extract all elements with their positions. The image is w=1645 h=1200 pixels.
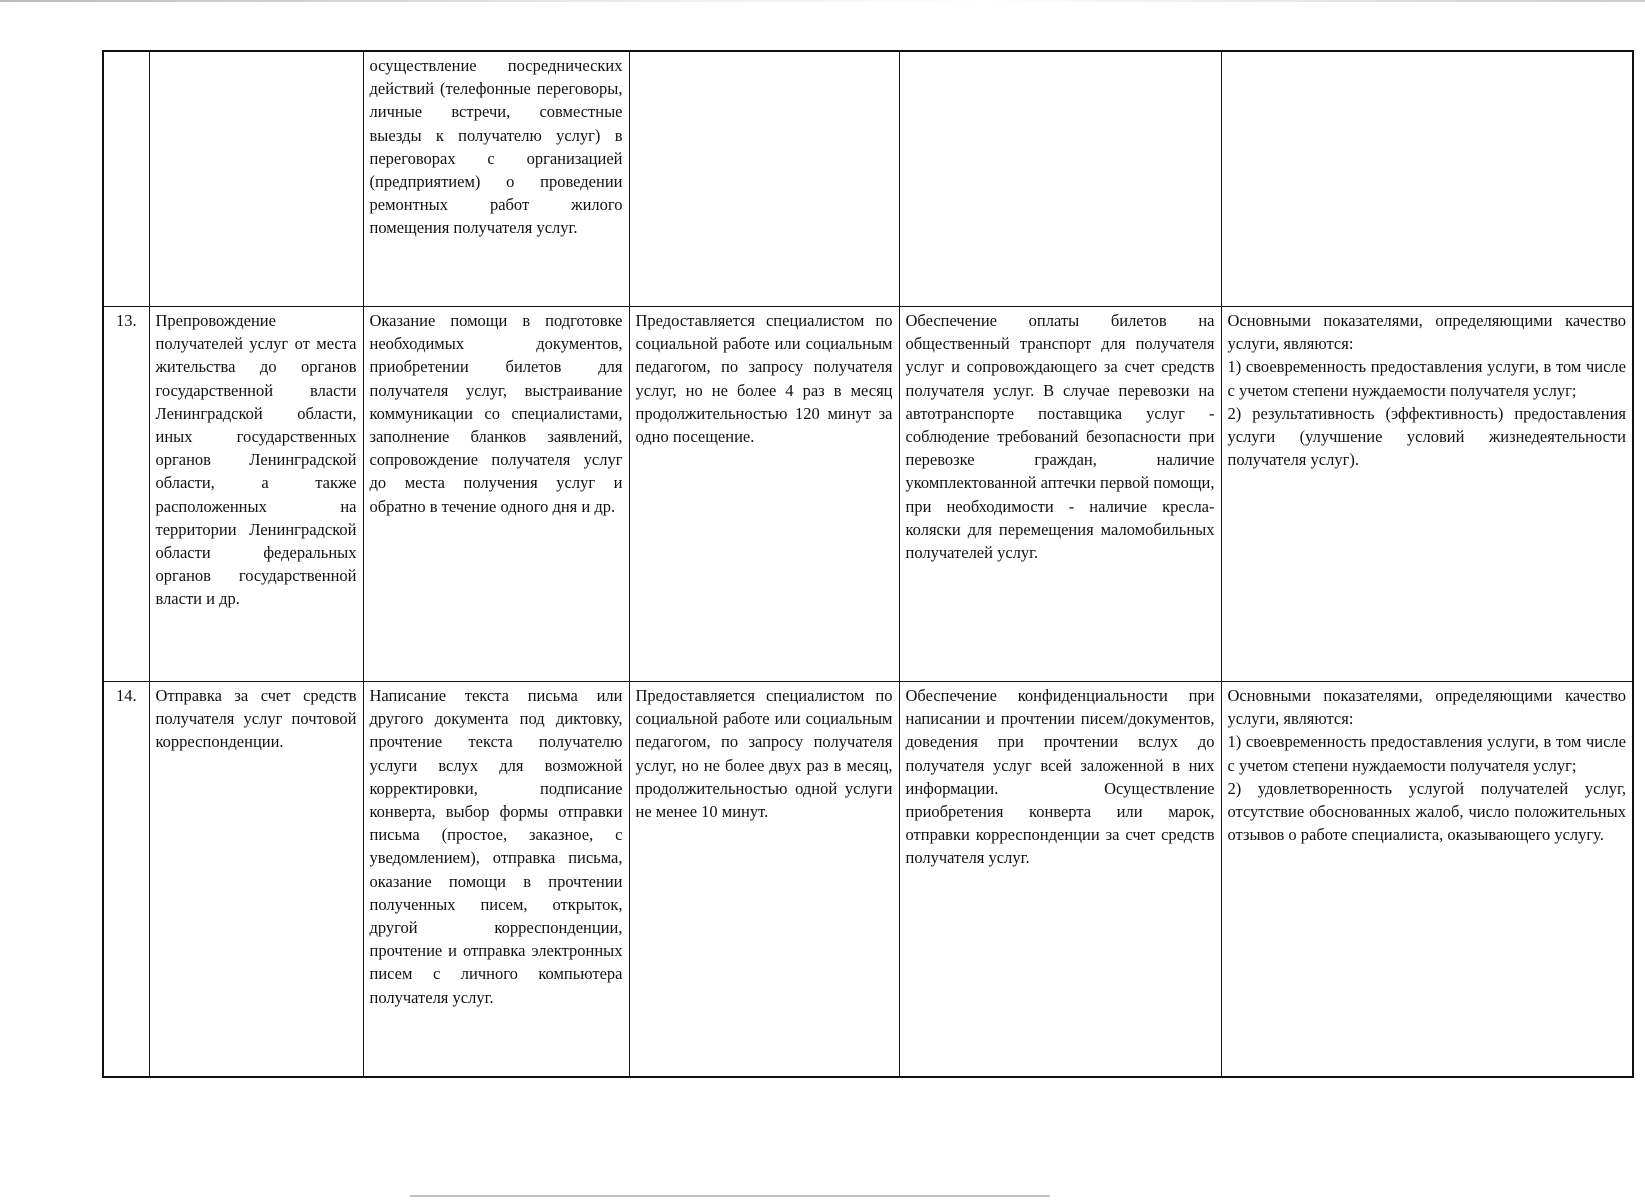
service-conditions-cell bbox=[899, 51, 1221, 307]
service-content-cell: Оказание помощи в подготовке необходимых документов, приобретении билетов для получателя услуг, выстраивание коммуникации со специалистами, заполнение бланков заявлений, сопровождение получателя услуг до места получения услуг и обратно в течение одного дня и др. bbox=[363, 307, 629, 682]
service-conditions-cell: Обеспечение оплаты билетов на общественный транспорт для получателя услуг и сопровождающего за счет средств получателя услуг. В случае перевозки на автотранспорте поставщика услуг - соблюдение требований безопасности при перевозке граждан, наличие укомплектованной аптечки первой помощи, при необходимости - наличие кресла-коляски для перемещения маломобильных получателей услуг. bbox=[899, 307, 1221, 682]
scan-artifact-line bbox=[410, 1195, 1050, 1197]
service-name-cell bbox=[149, 51, 363, 307]
table-row bbox=[103, 307, 1633, 682]
service-terms-cell: Предоставляется специалистом по социальной работе или социальным педагогом, по запросу получателя услуг, но не более 4 раз в месяц продолжительностью 120 минут за одно посещение. bbox=[629, 307, 899, 682]
quality-indicators-cell: Основными показателями, определяющими качество услуги, являются: 1) своевременность предоставления услуги, в том числе с учетом степени нуждаемости получателя услуг; 2) результативность (эффективность) предоставления услуги (улучшение условий жизнедеятельности получателя услуг). bbox=[1221, 307, 1633, 682]
service-content-cell: Написание текста письма или другого документа под диктовку, прочтение текста получателю услуги вслух для возможной корректировки, подписание конверта, выбор формы отправки письма (простое, заказное, с уведомлением), отправка письма, оказание помощи в прочтении полученных писем, открыток, другой корреспонденции, прочтение и отправка электронных писем с личного компьютера получателя услуг. bbox=[363, 682, 629, 1078]
row-number-cell bbox=[103, 51, 149, 307]
table-row bbox=[103, 51, 1633, 307]
service-terms-cell: Предоставляется специалистом по социальной работе или социальным педагогом, по запросу получателя услуг, но не более двух раз в месяц, продолжительностью одной услуги не менее 10 минут. bbox=[629, 682, 899, 1078]
service-name-cell: Препровождение получателей услуг от места жительства до органов государственной власти Ленинградской области, иных государственных органов Ленинградской области, а также расположенных на территории Ленинградской области федеральных органов государственной власти и др. bbox=[149, 307, 363, 682]
row-number-cell: 13. bbox=[103, 307, 149, 682]
services-table bbox=[102, 50, 1634, 1078]
service-conditions-cell: Обеспечение конфиденциальности при написании и прочтении писем/документов, доведения при прочтении вслух до получателя услуг всей заложенной в них информации. Осуществление приобретения конверта или марок, отправки корреспонденции за счет средств получателя услуг. bbox=[899, 682, 1221, 1078]
service-content-cell: осуществление посреднических действий (телефонные переговоры, личные встречи, совместные выезды к получателю услуг) в переговорах с организацией (предприятием) о проведении ремонтных работ жилого помещения получателя услуг. bbox=[363, 51, 629, 307]
service-terms-cell bbox=[629, 51, 899, 307]
quality-indicators-cell bbox=[1221, 51, 1633, 307]
table-row bbox=[103, 682, 1633, 1078]
quality-indicators-cell: Основными показателями, определяющими качество услуги, являются: 1) своевременность предоставления услуги, в том числе с учетом степени нуждаемости получателя услуг; 2) удовлетворенность услугой получателей услуг, отсутствие обоснованных жалоб, число положительных отзывов о работе специалиста, оказывающего услугу. bbox=[1221, 682, 1633, 1078]
row-number-cell: 14. bbox=[103, 682, 149, 1078]
page-edge bbox=[0, 0, 1645, 2]
service-name-cell: Отправка за счет средств получателя услуг почтовой корреспонденции. bbox=[149, 682, 363, 1078]
